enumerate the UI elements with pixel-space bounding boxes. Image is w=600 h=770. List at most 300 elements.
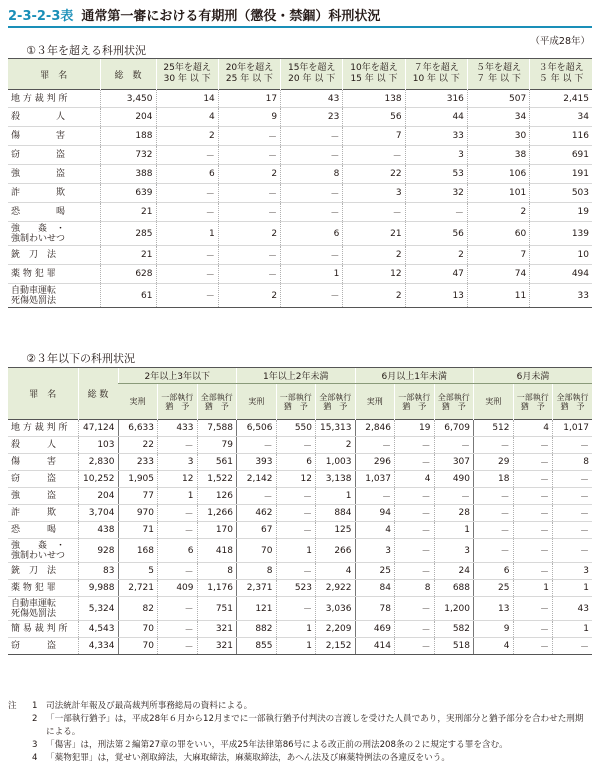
cell-total: 3,704 <box>78 505 118 522</box>
col-header-line: 一部執行 <box>161 392 194 402</box>
cell-value: 462 <box>237 505 277 522</box>
cell-value: － <box>474 505 514 522</box>
cell-value: － <box>281 246 343 265</box>
cell-value: － <box>237 488 277 505</box>
cell-total: 4,334 <box>78 638 118 655</box>
row-label-line: 銃 刀 法 <box>11 250 57 260</box>
cell-value: 316 <box>405 90 467 108</box>
table-row <box>8 265 592 284</box>
cell-value: 409 <box>158 580 198 597</box>
cell-value: 9 <box>218 108 280 127</box>
cell-value: － <box>281 127 343 146</box>
cell-value: 139 <box>530 222 592 246</box>
cell-value: 2 <box>218 222 280 246</box>
cell-value: 116 <box>530 127 592 146</box>
table-title-bar <box>8 4 380 24</box>
cell-value: 60 <box>467 222 529 246</box>
col-header-full-suspended <box>197 384 237 420</box>
cell-value: 469 <box>355 621 395 638</box>
row-label <box>8 265 100 284</box>
cell-value: 518 <box>434 638 474 655</box>
cell-total: 5,324 <box>78 597 118 621</box>
note-label: 注 <box>8 701 17 711</box>
cell-value: － <box>218 265 280 284</box>
note-item <box>8 739 592 752</box>
row-label-line: 強 姦 ・ <box>11 540 66 551</box>
cell-value: 433 <box>158 420 198 437</box>
cell-value: 884 <box>316 505 356 522</box>
cell-value: － <box>513 638 553 655</box>
cell-value: 11 <box>467 284 529 308</box>
cell-value: 126 <box>197 488 237 505</box>
cell-value: 3 <box>343 184 405 203</box>
cell-value: 1 <box>276 638 316 655</box>
cell-value: 56 <box>405 222 467 246</box>
col-header-range <box>467 59 529 90</box>
cell-value: 6,709 <box>434 420 474 437</box>
cell-value: 106 <box>467 165 529 184</box>
cell-value: － <box>158 437 198 454</box>
table-title: 通常第一審における有期刑（懲役・禁錮）科刑状況 <box>81 8 381 24</box>
row-label <box>8 621 78 638</box>
cell-value: 296 <box>355 454 395 471</box>
cell-value: 19 <box>395 420 435 437</box>
cell-value: 7 <box>467 246 529 265</box>
cell-value: － <box>237 437 277 454</box>
cell-value: － <box>276 505 316 522</box>
cell-value: － <box>395 621 435 638</box>
cell-value: 2 <box>218 165 280 184</box>
row-label <box>8 454 78 471</box>
cell-value: 33 <box>405 127 467 146</box>
cell-value: 3 <box>405 146 467 165</box>
col-header-group: 2年以上3年以下 <box>118 368 237 384</box>
note-text: 司法統計年報及び最高裁判所事務総局の資料による。 <box>46 701 253 711</box>
col-header-line: 一部執行 <box>279 392 312 402</box>
cell-value: 10 <box>530 246 592 265</box>
col-header-partial-suspended <box>276 384 316 420</box>
col-header-line: 20 年 以 下 <box>288 74 336 84</box>
cell-value: 24 <box>434 563 474 580</box>
col-header-total: 総 数 <box>100 59 156 90</box>
row-label-line: 薬 物 犯 罪 <box>11 269 56 279</box>
cell-value: － <box>158 505 198 522</box>
row-label <box>8 127 100 146</box>
col-header-line: ５ 年 以 下 <box>538 74 584 84</box>
cell-value: 25 <box>355 563 395 580</box>
unit-note: （平成28年） <box>530 36 590 47</box>
row-label <box>8 420 78 437</box>
col-header-line: 25年を超え <box>163 63 211 73</box>
col-header-line: 猶 予 <box>402 401 427 411</box>
col-header-line: 10 年 以 下 <box>412 74 460 84</box>
cell-value: － <box>281 184 343 203</box>
cell-value: 168 <box>118 539 158 563</box>
section2-heading: ②３年以下の科刑状況 <box>26 352 135 365</box>
cell-value: 53 <box>405 165 467 184</box>
col-header-line: 15 年 以 下 <box>350 74 398 84</box>
cell-value: － <box>276 563 316 580</box>
note-label <box>8 739 32 752</box>
col-header-jikkei: 実刑 <box>118 384 158 420</box>
row-label-line: 簡 易 裁 判 所 <box>11 623 68 634</box>
cell-total: 732 <box>100 146 156 165</box>
cell-value: 84 <box>355 580 395 597</box>
col-header-line: 猶 予 <box>520 401 545 411</box>
col-header-line: 全部執行 <box>437 392 470 402</box>
cell-value: 44 <box>405 108 467 127</box>
cell-value: 1,266 <box>197 505 237 522</box>
row-label <box>8 471 78 488</box>
cell-value: － <box>218 127 280 146</box>
row-label <box>8 222 100 246</box>
cell-value: 3 <box>355 539 395 563</box>
cell-value: － <box>553 437 593 454</box>
col-header-line: 猶 予 <box>204 401 229 411</box>
cell-value: 47 <box>405 265 467 284</box>
cell-value: 1 <box>553 580 593 597</box>
col-header-partial-suspended <box>395 384 435 420</box>
cell-value: － <box>158 563 198 580</box>
cell-value: 882 <box>237 621 277 638</box>
table-row <box>8 563 592 580</box>
row-label-line: 死傷処罰法 <box>11 608 57 619</box>
cell-value: － <box>553 505 593 522</box>
cell-value: 70 <box>118 638 158 655</box>
cell-value: 4 <box>474 638 514 655</box>
cell-value: － <box>434 488 474 505</box>
row-label <box>8 246 100 265</box>
cell-value: 21 <box>343 222 405 246</box>
row-label-line: 薬 物 犯 罪 <box>11 582 56 593</box>
cell-value: 13 <box>474 597 514 621</box>
cell-value: － <box>355 437 395 454</box>
cell-total: 204 <box>78 488 118 505</box>
cell-value: － <box>395 505 435 522</box>
col-header-group: 1年以上2年未満 <box>237 368 356 384</box>
cell-value: 12 <box>276 471 316 488</box>
cell-total: 188 <box>100 127 156 146</box>
cell-value: － <box>474 437 514 454</box>
cell-value: 1 <box>276 621 316 638</box>
cell-value: 2,415 <box>530 90 592 108</box>
row-label-line: 詐 欺 <box>11 188 66 198</box>
col-header-line: ７年を超え <box>413 63 459 73</box>
cell-value: － <box>434 437 474 454</box>
col-header-line: 一部執行 <box>516 392 549 402</box>
cell-value: 3,138 <box>316 471 356 488</box>
cell-value: － <box>156 146 218 165</box>
cell-value: 414 <box>355 638 395 655</box>
cell-total: 285 <box>100 222 156 246</box>
col-header-line: ５年を超え <box>476 63 522 73</box>
cell-value: 19 <box>530 203 592 222</box>
cell-value: － <box>395 539 435 563</box>
cell-value: 1 <box>553 621 593 638</box>
cell-value: 56 <box>343 108 405 127</box>
cell-total: 639 <box>100 184 156 203</box>
table-row <box>8 420 592 437</box>
col-header-line: 30 年 以 下 <box>163 74 211 84</box>
table-row <box>8 90 592 108</box>
cell-value: 3 <box>158 454 198 471</box>
cell-value: 22 <box>343 165 405 184</box>
note-item <box>8 752 592 765</box>
row-label <box>8 90 100 108</box>
cell-value: 43 <box>281 90 343 108</box>
cell-value: － <box>156 284 218 308</box>
row-label <box>8 146 100 165</box>
cell-value: － <box>553 471 593 488</box>
table-row <box>8 580 592 597</box>
col-header-range <box>156 59 218 90</box>
row-label-line: 窃 盗 <box>11 150 66 160</box>
cell-value: 490 <box>434 471 474 488</box>
cell-value: 34 <box>467 108 529 127</box>
cell-value: 970 <box>118 505 158 522</box>
cell-value: 3,036 <box>316 597 356 621</box>
col-header-line: 15年を超え <box>287 63 336 73</box>
table-row <box>8 488 592 505</box>
cell-value: － <box>553 638 593 655</box>
cell-value: 14 <box>156 90 218 108</box>
col-header-line: 10年を超え <box>350 63 398 73</box>
col-header-group: 6月未満 <box>474 368 593 384</box>
cell-value: 28 <box>434 505 474 522</box>
cell-value: － <box>343 146 405 165</box>
cell-value: 503 <box>530 184 592 203</box>
cell-total: 628 <box>100 265 156 284</box>
cell-total: 928 <box>78 539 118 563</box>
cell-value: 79 <box>197 437 237 454</box>
cell-value: － <box>513 597 553 621</box>
cell-value: 1,003 <box>316 454 356 471</box>
cell-total: 103 <box>78 437 118 454</box>
table-row <box>8 246 592 265</box>
cell-total: 21 <box>100 246 156 265</box>
row-label <box>8 505 78 522</box>
cell-value: 4 <box>513 420 553 437</box>
cell-value: 2,846 <box>355 420 395 437</box>
cell-value: － <box>553 539 593 563</box>
cell-value: － <box>156 184 218 203</box>
col-header-range <box>343 59 405 90</box>
cell-value: 94 <box>355 505 395 522</box>
col-header-range <box>530 59 592 90</box>
cell-value: － <box>474 522 514 539</box>
cell-value: 6 <box>281 222 343 246</box>
cell-value: － <box>395 488 435 505</box>
cell-value: 561 <box>197 454 237 471</box>
row-label <box>8 284 100 308</box>
cell-value: － <box>395 454 435 471</box>
cell-value: 233 <box>118 454 158 471</box>
row-label <box>8 108 100 127</box>
cell-total: 3,450 <box>100 90 156 108</box>
col-header-line: ７ 年 以 下 <box>476 74 521 84</box>
cell-value: 4 <box>355 522 395 539</box>
cell-value: 418 <box>197 539 237 563</box>
cell-value: 266 <box>316 539 356 563</box>
cell-total: 21 <box>100 203 156 222</box>
cell-value: － <box>158 522 198 539</box>
cell-value: 582 <box>434 621 474 638</box>
cell-value: － <box>474 488 514 505</box>
note-text: 「一部執行猶予」は，平成28年６月から12月までに一部執行猶予付判決の言渡しを受けた人員であり，実刑部分と猶予部分を合わせた刑期による。 <box>46 714 584 737</box>
cell-value: 2 <box>156 127 218 146</box>
cell-value: 1 <box>156 222 218 246</box>
cell-value: 523 <box>276 580 316 597</box>
table-row <box>8 108 592 127</box>
cell-value: 170 <box>197 522 237 539</box>
row-label-line: 銃 刀 法 <box>11 565 57 576</box>
cell-value: 22 <box>118 437 158 454</box>
cell-value: － <box>395 597 435 621</box>
cell-value: － <box>281 284 343 308</box>
cell-value: 2 <box>405 246 467 265</box>
col-header-line: 猶 予 <box>560 401 585 411</box>
cell-value: 8 <box>237 563 277 580</box>
table-row <box>8 471 592 488</box>
cell-value: 2,922 <box>316 580 356 597</box>
row-label <box>8 597 78 621</box>
table-row <box>8 621 592 638</box>
cell-value: 9 <box>474 621 514 638</box>
cell-value: 1,017 <box>553 420 593 437</box>
col-header-range <box>218 59 280 90</box>
row-label-line: 強制わいせつ <box>11 550 66 561</box>
cell-value: － <box>513 539 553 563</box>
cell-value: － <box>276 437 316 454</box>
cell-value: 321 <box>197 638 237 655</box>
cell-value: 6,633 <box>118 420 158 437</box>
cell-value: 1 <box>158 488 198 505</box>
cell-value: 15,313 <box>316 420 356 437</box>
cell-value: － <box>355 488 395 505</box>
cell-value: 393 <box>237 454 277 471</box>
cell-value: － <box>158 621 198 638</box>
table-3-years-or-less <box>8 367 592 655</box>
cell-value: 7 <box>343 127 405 146</box>
row-label-line: 殺 人 <box>11 112 66 122</box>
row-label-line: 死傷処罰法 <box>11 295 57 306</box>
col-header-full-suspended <box>434 384 474 420</box>
cell-value: 71 <box>118 522 158 539</box>
col-header-jikkei: 実刑 <box>474 384 514 420</box>
cell-value: 12 <box>343 265 405 284</box>
cell-value: 2 <box>316 437 356 454</box>
cell-value: － <box>395 522 435 539</box>
cell-value: 191 <box>530 165 592 184</box>
table-row <box>8 597 592 621</box>
cell-value: 70 <box>118 621 158 638</box>
col-header-range <box>281 59 343 90</box>
cell-value: 70 <box>237 539 277 563</box>
cell-total: 438 <box>78 522 118 539</box>
cell-value: － <box>156 265 218 284</box>
cell-value: － <box>553 488 593 505</box>
table-row <box>8 505 592 522</box>
col-header-line: 猶 予 <box>165 401 190 411</box>
cell-value: 6,506 <box>237 420 277 437</box>
cell-value: 17 <box>218 90 280 108</box>
col-header-line: 一部執行 <box>398 392 431 402</box>
row-label-line: 強 姦 ・ <box>11 223 66 234</box>
cell-value: － <box>218 246 280 265</box>
table-over-3-years <box>8 58 592 308</box>
cell-value: － <box>276 597 316 621</box>
cell-value: 1 <box>316 488 356 505</box>
row-label <box>8 488 78 505</box>
cell-value: 691 <box>530 146 592 165</box>
col-header-total: 総 数 <box>78 368 118 420</box>
cell-value: 1 <box>281 265 343 284</box>
col-header-line: 20年を超え <box>225 63 274 73</box>
cell-value: 12 <box>158 471 198 488</box>
note-label <box>8 713 32 739</box>
col-header-line: 全部執行 <box>556 392 589 402</box>
cell-value: 751 <box>197 597 237 621</box>
row-label <box>8 165 100 184</box>
col-header-line: 全部執行 <box>319 392 352 402</box>
table-number: 2-3-2-3表 <box>8 8 74 24</box>
col-header-line: ３年を超え <box>538 63 584 73</box>
cell-value: 8 <box>553 454 593 471</box>
cell-value: 507 <box>467 90 529 108</box>
cell-value: 321 <box>197 621 237 638</box>
col-header-group: 6月以上1年未満 <box>355 368 474 384</box>
cell-value: 8 <box>281 165 343 184</box>
row-label-line: 詐 欺 <box>11 507 57 518</box>
cell-value: 550 <box>276 420 316 437</box>
col-header-full-suspended <box>553 384 593 420</box>
cell-value: － <box>405 203 467 222</box>
row-label-line: 強 盗 <box>11 490 57 501</box>
cell-value: 6 <box>156 165 218 184</box>
cell-value: 67 <box>237 522 277 539</box>
cell-value: 38 <box>467 146 529 165</box>
cell-value: 121 <box>237 597 277 621</box>
row-label <box>8 203 100 222</box>
cell-value: 34 <box>530 108 592 127</box>
cell-value: 1,522 <box>197 471 237 488</box>
row-label-line: 恐 喝 <box>11 207 66 217</box>
col-header-range <box>405 59 467 90</box>
cell-value: 1,037 <box>355 471 395 488</box>
row-label-line: 自動車運転 <box>11 285 57 296</box>
cell-value: 512 <box>474 420 514 437</box>
cell-value: 74 <box>467 265 529 284</box>
cell-value: 82 <box>118 597 158 621</box>
cell-total: 61 <box>100 284 156 308</box>
note-text: 「傷害」は，刑法第２編第27章の罪をいい，平成25年法律第86号による改正前の刑法208条の２に規定する罪を含む。 <box>46 740 508 750</box>
cell-value: － <box>156 203 218 222</box>
cell-value: 4 <box>395 471 435 488</box>
cell-total: 4,543 <box>78 621 118 638</box>
cell-value: 1,905 <box>118 471 158 488</box>
title-rule <box>8 26 592 28</box>
cell-value: 13 <box>405 284 467 308</box>
cell-value: － <box>513 621 553 638</box>
cell-value: － <box>218 184 280 203</box>
cell-value: 30 <box>467 127 529 146</box>
cell-value: 5 <box>118 563 158 580</box>
cell-value: 4 <box>156 108 218 127</box>
cell-value: 494 <box>530 265 592 284</box>
col-header-jikkei: 実刑 <box>237 384 277 420</box>
table-row <box>8 184 592 203</box>
row-label-line: 傷 害 <box>11 131 66 141</box>
